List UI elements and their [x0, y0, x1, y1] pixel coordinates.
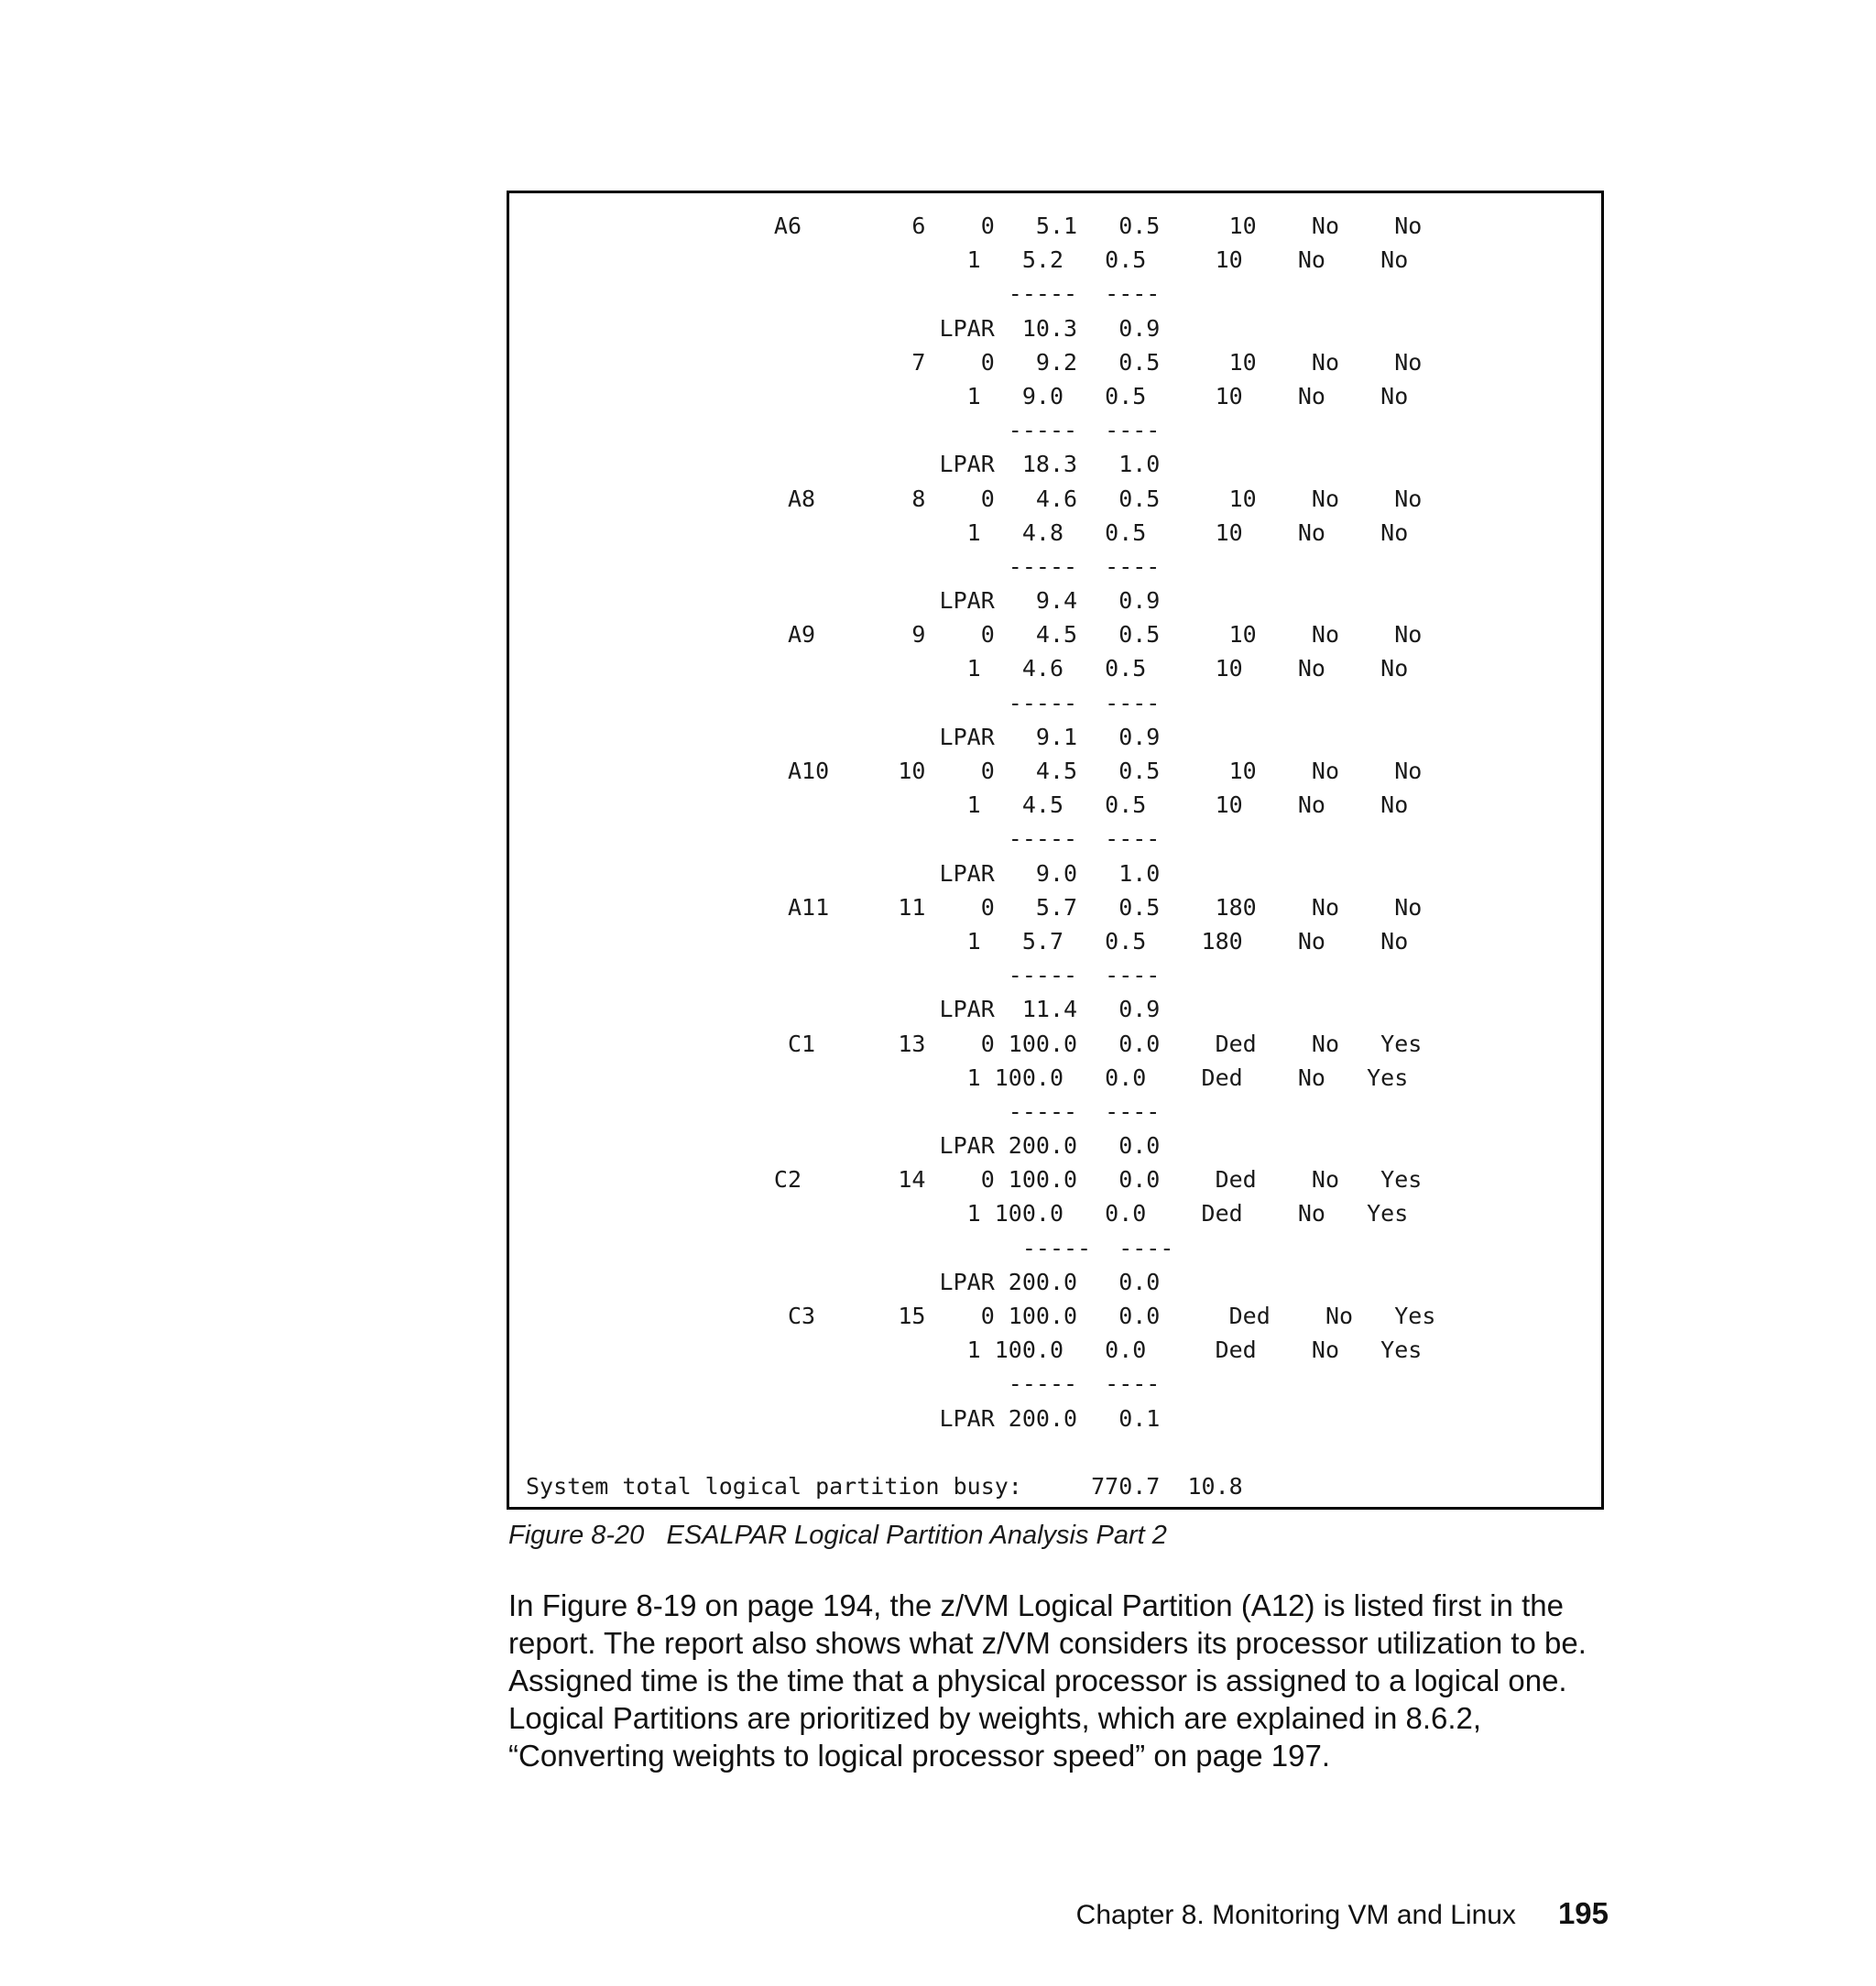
- report-line: ----- ----: [526, 825, 1161, 853]
- report-line: LPAR 9.4 0.9: [526, 587, 1161, 615]
- report-line: [526, 1435, 1435, 1469]
- report-line: 1 4.5 0.5 10 No No: [526, 791, 1409, 819]
- report-line: C1 13 0 100.0 0.0 Ded No Yes: [526, 1030, 1423, 1057]
- report-line: LPAR 11.4 0.9: [526, 996, 1161, 1023]
- report-line: ----- ----: [526, 962, 1161, 989]
- report-screen-box: [507, 191, 1604, 1510]
- report-line: System total logical partition busy: 770.7 10.8: [526, 1472, 1243, 1500]
- report-line: ----- ----: [526, 417, 1161, 444]
- report-line: LPAR 9.0 1.0: [526, 859, 1161, 887]
- report-line: LPAR 9.1 0.9: [526, 723, 1161, 750]
- report-line: ----- ----: [526, 552, 1161, 580]
- body-line: Logical Partitions are prioritized by weights, which are explained in 8.6.2,: [508, 1701, 1482, 1735]
- report-line: C3 15 0 100.0 0.0 Ded No Yes: [526, 1303, 1436, 1329]
- report-line: ----- ----: [526, 1370, 1161, 1398]
- report-line: A8 8 0 4.6 0.5 10 No No: [526, 485, 1423, 512]
- report-line: LPAR 10.3 0.9: [526, 314, 1161, 342]
- body-line: Assigned time is the time that a physical processor is assigned to a logical one.: [508, 1664, 1567, 1697]
- body-line: In Figure 8-19 on page 194, the z/VM Logical Partition (A12) is listed first in the: [508, 1588, 1564, 1622]
- footer-chapter-title: Chapter 8. Monitoring VM and Linux: [1075, 1900, 1516, 1930]
- report-line: 1 4.6 0.5 10 No No: [526, 655, 1409, 682]
- report-line: ----- ----: [526, 689, 1161, 716]
- report-line: 1 4.8 0.5 10 No No: [526, 518, 1409, 546]
- report-screen-text: [526, 209, 1435, 1503]
- report-line: A9 9 0 4.5 0.5 10 No No: [526, 621, 1423, 649]
- report-line: A10 10 0 4.5 0.5 10 No No: [526, 758, 1423, 784]
- report-line: 7 0 9.2 0.5 10 No No: [526, 348, 1423, 376]
- report-line: 1 100.0 0.0 Ded No Yes: [526, 1200, 1409, 1228]
- report-line: 1 100.0 0.0 Ded No Yes: [526, 1337, 1423, 1364]
- page-footer: [1076, 1896, 1609, 1931]
- body-paragraph: [508, 1587, 1644, 1774]
- report-line: A6 6 0 5.1 0.5 10 No No: [526, 213, 1423, 239]
- report-line: 1 100.0 0.0 Ded No Yes: [526, 1064, 1409, 1091]
- report-line: A11 11 0 5.7 0.5 180 No No: [526, 893, 1423, 921]
- body-line: report. The report also shows what z/VM considers its processor utilization to be.: [508, 1626, 1587, 1660]
- report-line: LPAR 200.0 0.1: [526, 1404, 1161, 1432]
- figure-caption: Figure 8-20 ESALPAR Logical Partition Analysis Part 2: [508, 1521, 1167, 1550]
- report-line: ----- ----: [526, 280, 1161, 308]
- report-line: LPAR 18.3 1.0: [526, 451, 1161, 478]
- report-line: LPAR 200.0 0.0: [526, 1268, 1161, 1295]
- report-line: 1 9.0 0.5 10 No No: [526, 382, 1409, 409]
- report-line: LPAR 200.0 0.0: [526, 1132, 1161, 1160]
- report-line: 1 5.2 0.5 10 No No: [526, 246, 1409, 274]
- body-line: “Converting weights to logical processor speed” on page 197.: [508, 1739, 1331, 1773]
- page-number: 195: [1557, 1896, 1609, 1930]
- report-line: 1 5.7 0.5 180 No No: [526, 927, 1409, 955]
- report-line: ----- ----: [526, 1234, 1174, 1261]
- report-line: C2 14 0 100.0 0.0 Ded No Yes: [526, 1166, 1423, 1194]
- report-line: ----- ----: [526, 1097, 1161, 1125]
